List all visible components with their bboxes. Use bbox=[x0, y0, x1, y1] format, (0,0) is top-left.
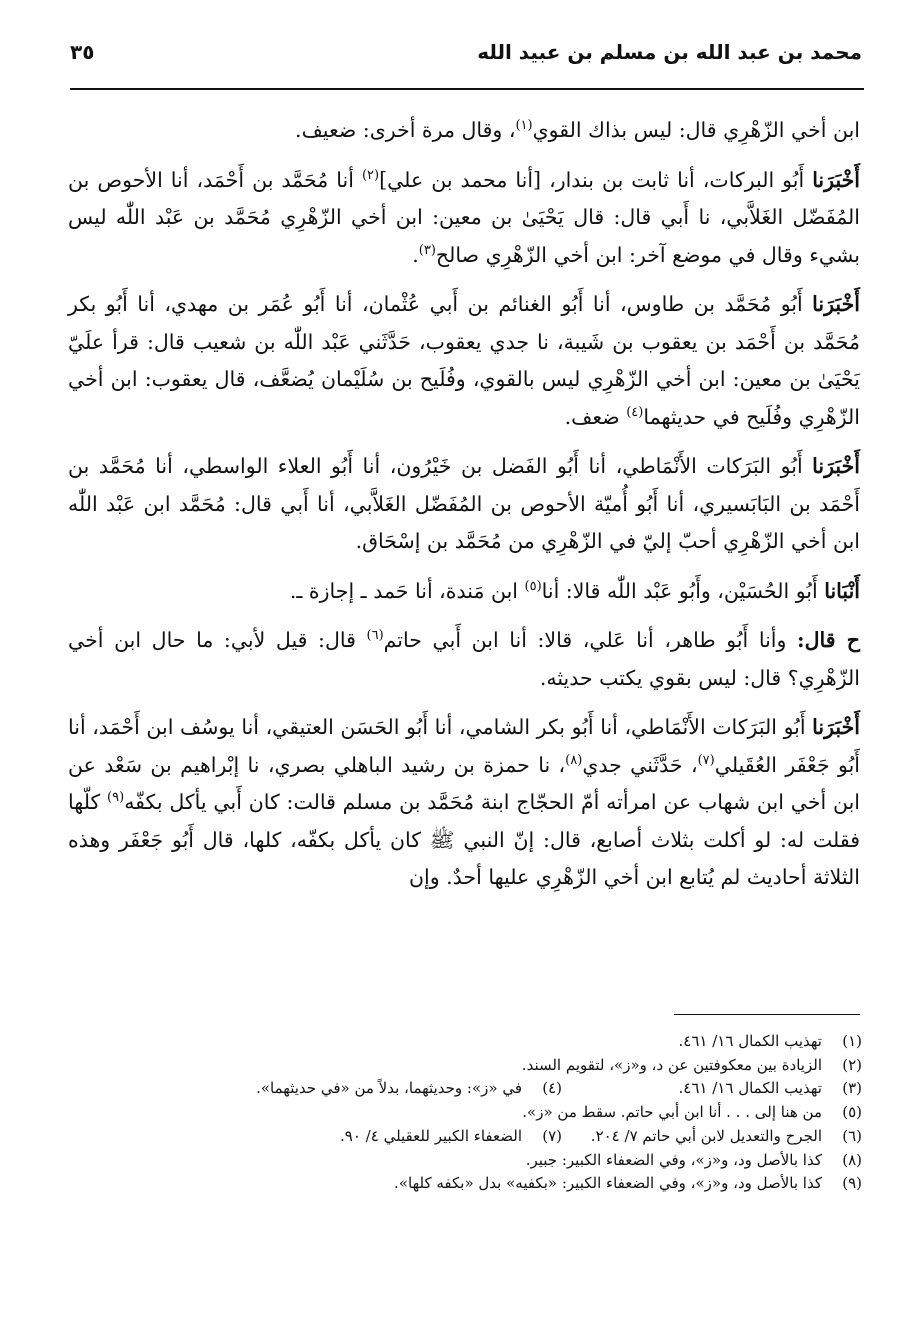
footnote-9 bbox=[70, 1172, 862, 1196]
running-title: محمد بن عبد الله بن مسلم بن عبيد الله bbox=[477, 40, 862, 64]
footnote-number: (٨) bbox=[842, 1150, 862, 1169]
footnote-2 bbox=[70, 1054, 862, 1078]
text: ، حَدَّثَني جدي bbox=[582, 752, 698, 777]
footnote-number: (٣) bbox=[842, 1079, 862, 1098]
text: أنا مُحَمَّد بن أَحْمَد، أنا الأحوص بن المُفَضّل الغَلاَّبي، نا أَبي قال: قال يَحْيَىٰ بن معين: ابن أخي الزّهْرِي مُحَمَّد بن عَبْد اللّٰه ليس بشيء وقال في موضع آخر: ابن أخي الزّهْرِي صالح bbox=[68, 167, 860, 267]
footnote-text: الضعفاء الكبير للعقيلي ٤/ ٩٠. bbox=[340, 1126, 522, 1145]
narration-lead: أَخْبَرَنا bbox=[812, 167, 861, 192]
footnote-number: (٤) bbox=[542, 1079, 562, 1098]
footnote-ref[interactable]: (٢) bbox=[361, 167, 380, 183]
footnote-number: (٦) bbox=[842, 1126, 862, 1145]
paragraph-7 bbox=[68, 709, 860, 897]
footnote-ref[interactable]: (٥) bbox=[524, 578, 542, 594]
footnote-number: (٥) bbox=[842, 1103, 862, 1122]
text: أَبُو الحُسَيْن، وأَبُو عَبْد اللّٰه قالا: أنا bbox=[541, 578, 825, 603]
text: ، نا حمزة بن رشيد الباهلي بصري، نا إبْراهيم بن سَعْد عن ابن أخي ابن شهاب عن امرأته أمّ الحجّاج ابنة مُحَمَّد بن مسلم قالت: كان أَبي يأكل بكفّه bbox=[68, 752, 860, 814]
footnote-number: (٢) bbox=[842, 1055, 862, 1074]
text: أَبُو مُحَمَّد بن طاوس، أنا أَبُو الغنائم بن أَبي عُثْمان، أنا أَبُو عُمَر بن مهدي، أنا أَبُو بكر مُحَمَّد بن أَحْمَد بن يعقوب بن شَيبة، نا جدي يعقوب، حَدَّثَني عَبْد اللّٰه بن شعيب قال: قرأ علَيّ يَحْيَىٰ بن معين: ابن أخي الزّهْرِي ليس بالقوي، وفُلَيح بن سُلَيْمان يُضعَّف، قال يعقوب: ابن أخي الزّهْرِي وفُلَيح في حديثهما bbox=[68, 292, 860, 429]
footnote-text: تهذيب الكمال ١٦/ ٤٦١. bbox=[678, 1032, 822, 1050]
footnote-text: من هنا إلى . . . أنا ابن أبي حاتم. سقط من «ز». bbox=[522, 1103, 822, 1122]
footnotes bbox=[70, 1030, 862, 1196]
footnote-4 bbox=[256, 1077, 562, 1101]
footnote-number: (٩) bbox=[842, 1174, 862, 1193]
text: أَبُو البركات، أنا ثابت بن بندار، [أنا محمد بن علي] bbox=[379, 167, 813, 192]
footnote-text: في «ز»: وحديثهما، بدلاً من «في حديثهما». bbox=[256, 1079, 522, 1098]
text: أَبُو البَرَكات الأَنْمَاطي، أنا أَبُو بكر الشامي، أنا أَبُو الحَسَن العتيقي، أنا يوسُف ابن أَحْمَد، أنا أَبُو جَعْفَر العُقَيلي bbox=[68, 715, 860, 777]
footnote-ref[interactable]: (٩) bbox=[107, 790, 125, 806]
narration-lead: ح قال: bbox=[797, 628, 860, 652]
narration-lead: أَخْبَرَنا bbox=[812, 454, 860, 478]
footnote-text: كذا بالأصل ود، و«ز»، وفي الضعفاء الكبير: جبير. bbox=[525, 1150, 822, 1169]
header-rule bbox=[70, 88, 864, 90]
footnote-6 bbox=[562, 1125, 862, 1149]
footnote-ref[interactable]: (١) bbox=[515, 118, 533, 134]
footnote-number: (١) bbox=[842, 1032, 862, 1050]
footnote-8 bbox=[70, 1149, 862, 1173]
footnote-1 bbox=[70, 1030, 862, 1054]
footnote-row-3-4 bbox=[70, 1077, 862, 1101]
footnote-separator bbox=[674, 1014, 860, 1015]
text: ضعف. bbox=[564, 404, 627, 429]
paragraph-2 bbox=[68, 162, 860, 275]
footnote-row-6-7 bbox=[70, 1125, 862, 1149]
footnote-ref[interactable]: (٤) bbox=[626, 404, 644, 420]
paragraph-6 bbox=[68, 622, 860, 697]
footnote-ref[interactable]: (٦) bbox=[366, 628, 384, 644]
text: كلّها فقلت له: لو أكلت بثلاث أصابع، قال: إنّ النبي ﷺ كان يأكل بكفّه، كلها، قال أَبُو جَعْفَر وهذه الثلاثة أحاديث لم يُتابع ابن أخي الزّهْرِي عليها أحدٌ. وإن bbox=[68, 790, 860, 889]
text: ابن أخي الزّهْرِي قال: ليس بذاك القوي bbox=[532, 118, 860, 142]
running-header bbox=[70, 40, 862, 86]
main-text bbox=[68, 112, 860, 909]
narration-lead: أَخْبَرَنا bbox=[812, 292, 860, 316]
text: وأنا أَبُو طاهر، أنا عَلي، قالا: أنا ابن أَبي حاتم bbox=[383, 628, 797, 652]
footnote-ref[interactable]: (٧) bbox=[697, 752, 715, 768]
text: قال: قيل لأبي: ما حال ابن أخي الزّهْرِي؟ قال: ليس بقوي يكتب حديثه. bbox=[68, 628, 860, 690]
footnote-ref[interactable]: (٣) bbox=[418, 242, 436, 258]
text: ابن مَندة، أنا حَمد ـ إجازة ـ. bbox=[289, 578, 525, 603]
footnote-3 bbox=[562, 1077, 862, 1101]
paragraph-3 bbox=[68, 286, 860, 436]
paragraph-1 bbox=[68, 112, 860, 150]
footnote-7 bbox=[340, 1125, 562, 1149]
footnote-text: تهذيب الكمال ١٦/ ٤٦١. bbox=[678, 1079, 822, 1098]
narration-lead: أَنْبَانا bbox=[824, 578, 860, 603]
footnote-text: كذا بالأصل ود، و«ز»، وفي الضعفاء الكبير: «بكفيه» بدل «بكفه كلها». bbox=[394, 1174, 822, 1193]
paragraph-4 bbox=[68, 448, 860, 561]
footnote-text: الزيادة بين معكوفتين عن د، و«ز»، لتقويم السند. bbox=[521, 1055, 822, 1074]
narration-lead: أَخْبَرَنا bbox=[812, 715, 860, 739]
text: . bbox=[412, 242, 419, 267]
text: ، وقال مرة أخرى: ضعيف. bbox=[295, 118, 516, 142]
footnote-ref[interactable]: (٨) bbox=[565, 752, 583, 768]
footnote-text: الجرح والتعديل لابن أبي حاتم ٧/ ٢٠٤. bbox=[590, 1126, 822, 1145]
text: أَبُو البَرَكات الأَنْمَاطي، أنا أَبُو الفَضل بن خَيْرُون، أنا أَبُو العلاء الواسطي، أنا مُحَمَّد بن أَحْمَد بن البَابَسيري، أنا أَبُو أُميّة الأحوص بن المُفَضّل الغَلاَّبي، أنا أَبي قال: مُحَمَّد ابن عَبْد اللّٰه ابن أخي الزّهْرِي أحبّ إليّ في الزّهْرِي من مُحَمَّد بن إسْحَاق. bbox=[68, 454, 860, 553]
footnote-5 bbox=[70, 1101, 862, 1125]
footnote-number: (٧) bbox=[542, 1126, 562, 1145]
page-number: ٣٥ bbox=[70, 40, 95, 64]
paragraph-5 bbox=[68, 573, 860, 611]
